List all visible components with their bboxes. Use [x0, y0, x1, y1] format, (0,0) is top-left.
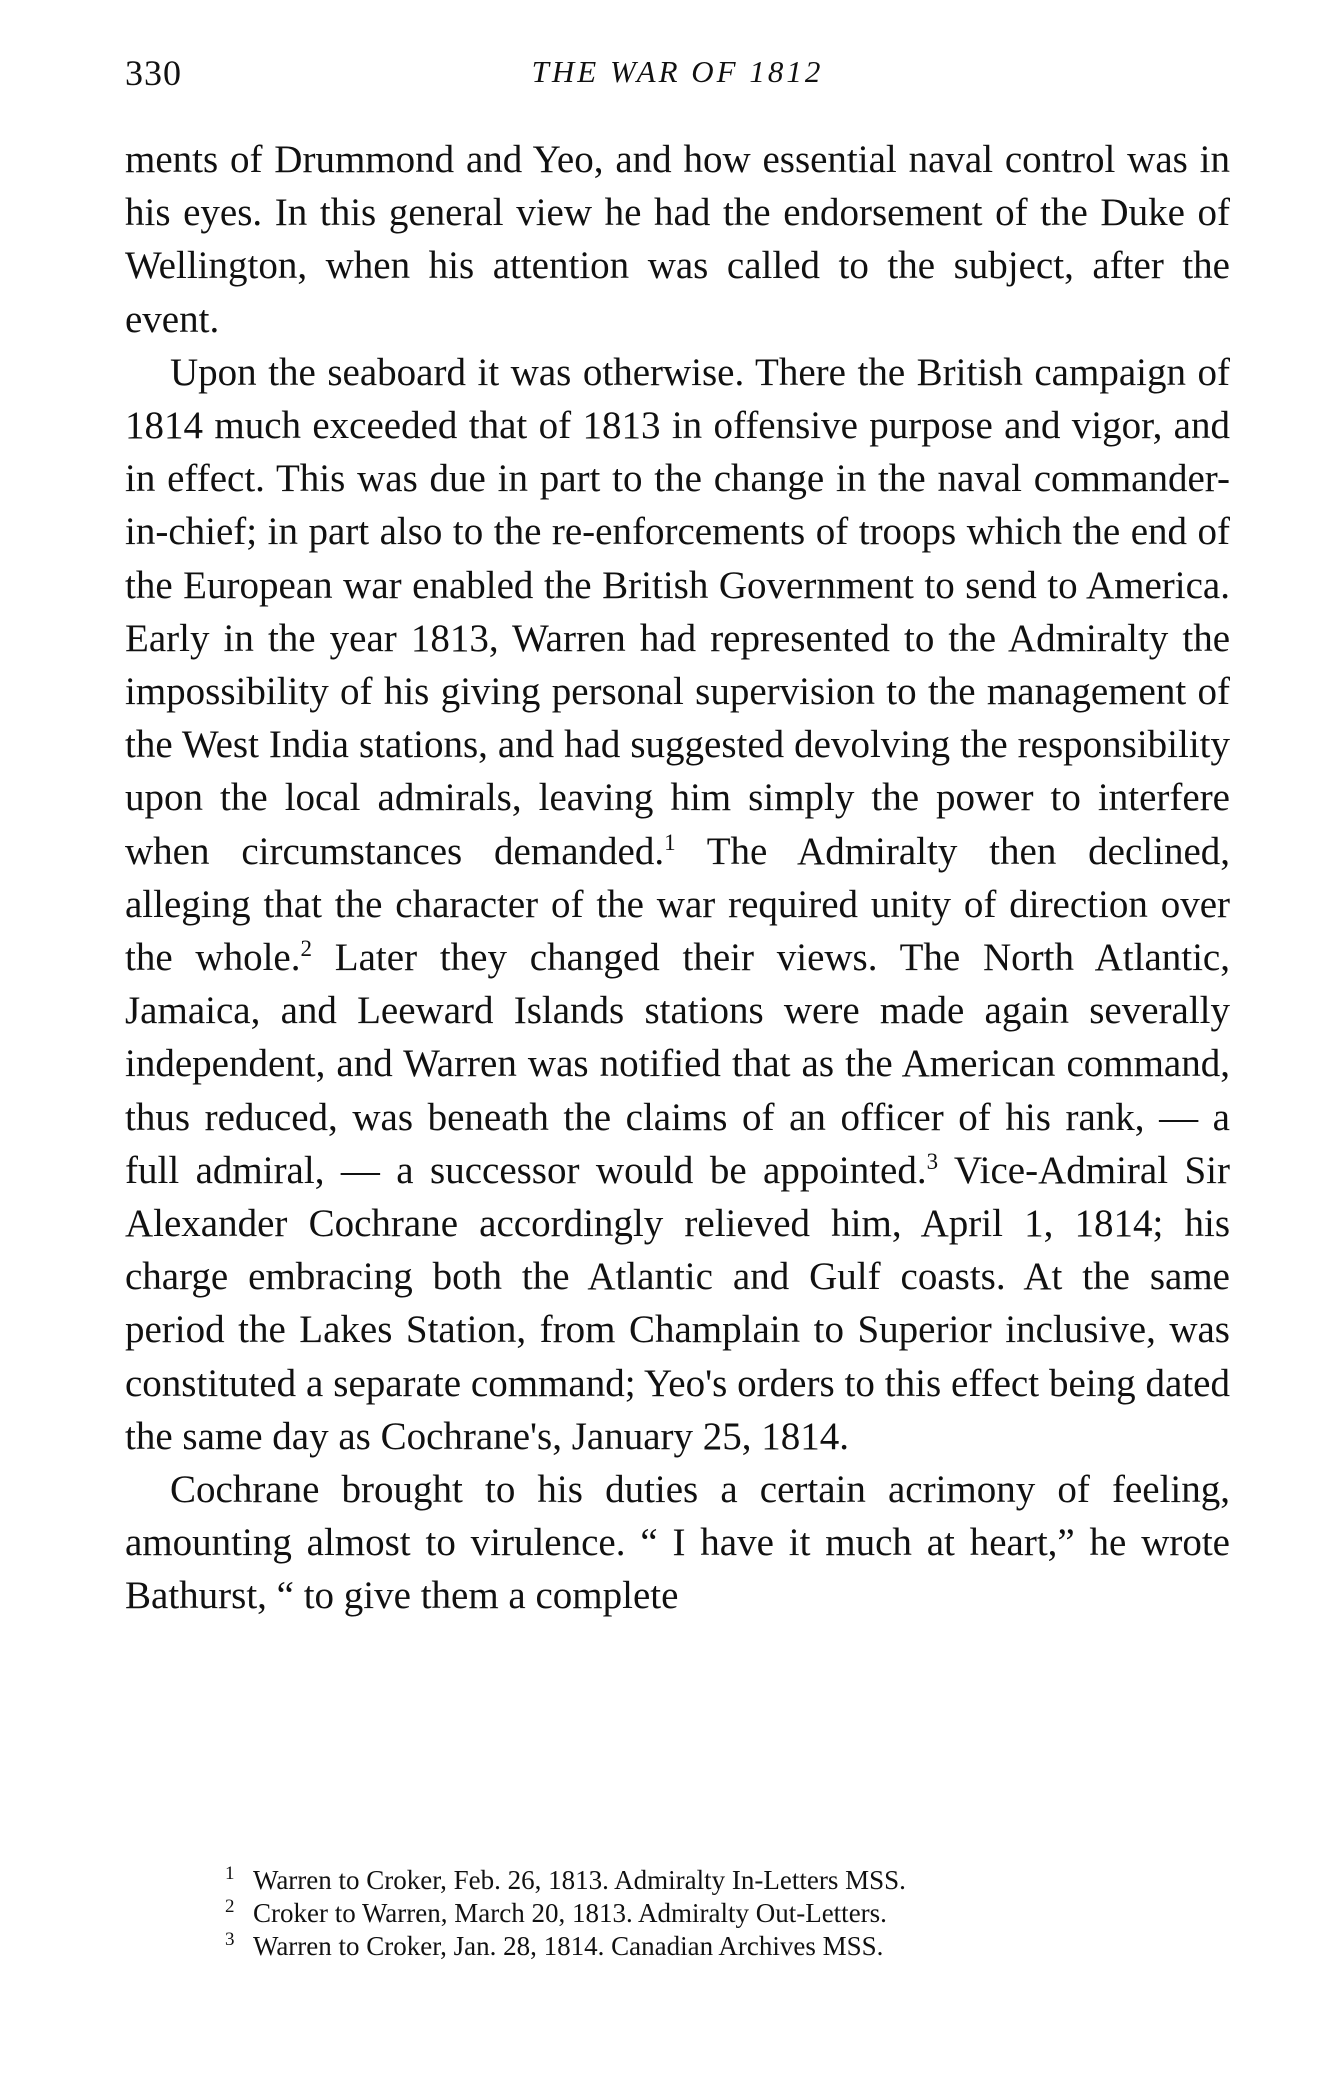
footnote-text: Croker to Warren, March 20, 1813. Admiralty Out-Letters.	[253, 1898, 887, 1928]
paragraph-2	[125, 346, 1230, 1463]
running-head	[125, 52, 1230, 102]
paragraph-3	[125, 1463, 1230, 1623]
footnote-ref-1[interactable]: 1	[664, 829, 676, 855]
paragraph-2-text-d: Vice-Admiral Sir Alexander Cochrane accordingly relieved him, April 1, 1814; his charge embracing both the Atlantic and Gulf coasts. At the same period the Lakes Station, from Champlain to Superior inclusive, was constituted a separate command; Yeo's orders to this effect being dated the same day as Cochrane's, January 25, 1814.	[125, 1148, 1230, 1458]
footnote-text: Warren to Croker, Jan. 28, 1814. Canadian Archives MSS.	[253, 1931, 884, 1961]
paragraph-3-text: Cochrane brought to his duties a certain acrimony of feeling, amounting almost to virulence. “ I have it much at heart,” he wrote Bathurst, “ to give them a complete	[125, 1468, 1230, 1618]
footnote-text: Warren to Croker, Feb. 26, 1813. Admiralty In-Letters MSS.	[253, 1865, 906, 1895]
footnote: 2 Croker to Warren, March 20, 1813. Admiralty Out-Letters.	[225, 1896, 887, 1928]
paragraph-2-text-b: The Admiralty then declined, alleging that the character of the war required unity of direction over the whole.	[125, 829, 1231, 980]
paragraph-1	[125, 133, 1230, 346]
footnote: 1 Warren to Croker, Feb. 26, 1813. Admiralty In-Letters MSS.	[225, 1863, 906, 1895]
paragraph-2-text-c: Later they changed their views. The North Atlantic, Jamaica, and Leeward Islands stations were made again severally independent, and Warren was notified that as the American command, thus reduced, was beneath the claims of an officer of his rank, — a full admiral, — a successor would be appointed.	[125, 936, 1230, 1192]
body-text	[125, 133, 1230, 1623]
page-number: 330	[125, 53, 182, 93]
footnotes	[225, 1864, 1225, 1963]
paragraph-1-text: ments of Drummond and Yeo, and how essential naval control was in his eyes. In this general view he had the endorsement of the Duke of Wellington, when his attention was called to the subject, after the event.	[125, 138, 1230, 341]
footnote: 3 Warren to Croker, Jan. 28, 1814. Canadian Archives MSS.	[225, 1929, 884, 1961]
paragraph-2-text-a: Upon the seaboard it was otherwise. There the British campaign of 1814 much exceeded that of 1813 in offensive purpose and vigor, and in effect. This was due in part to the change in the naval commander-in-chief; in part also to the re-enforcements of troops which the end of the European war enabled the British Government to send to America. Early in the year 1813, Warren had represented to the Admiralty the impossibility of his giving personal supervision to the management of the West India stations, and had suggested devolving the responsibility upon the local admirals, leaving him simply the power to interfere when circumstances demanded.	[125, 350, 1230, 873]
footnote-ref-2[interactable]: 2	[300, 936, 312, 962]
running-title: THE WAR OF 1812	[531, 54, 824, 89]
footnote-ref-3[interactable]: 3	[926, 1148, 939, 1174]
